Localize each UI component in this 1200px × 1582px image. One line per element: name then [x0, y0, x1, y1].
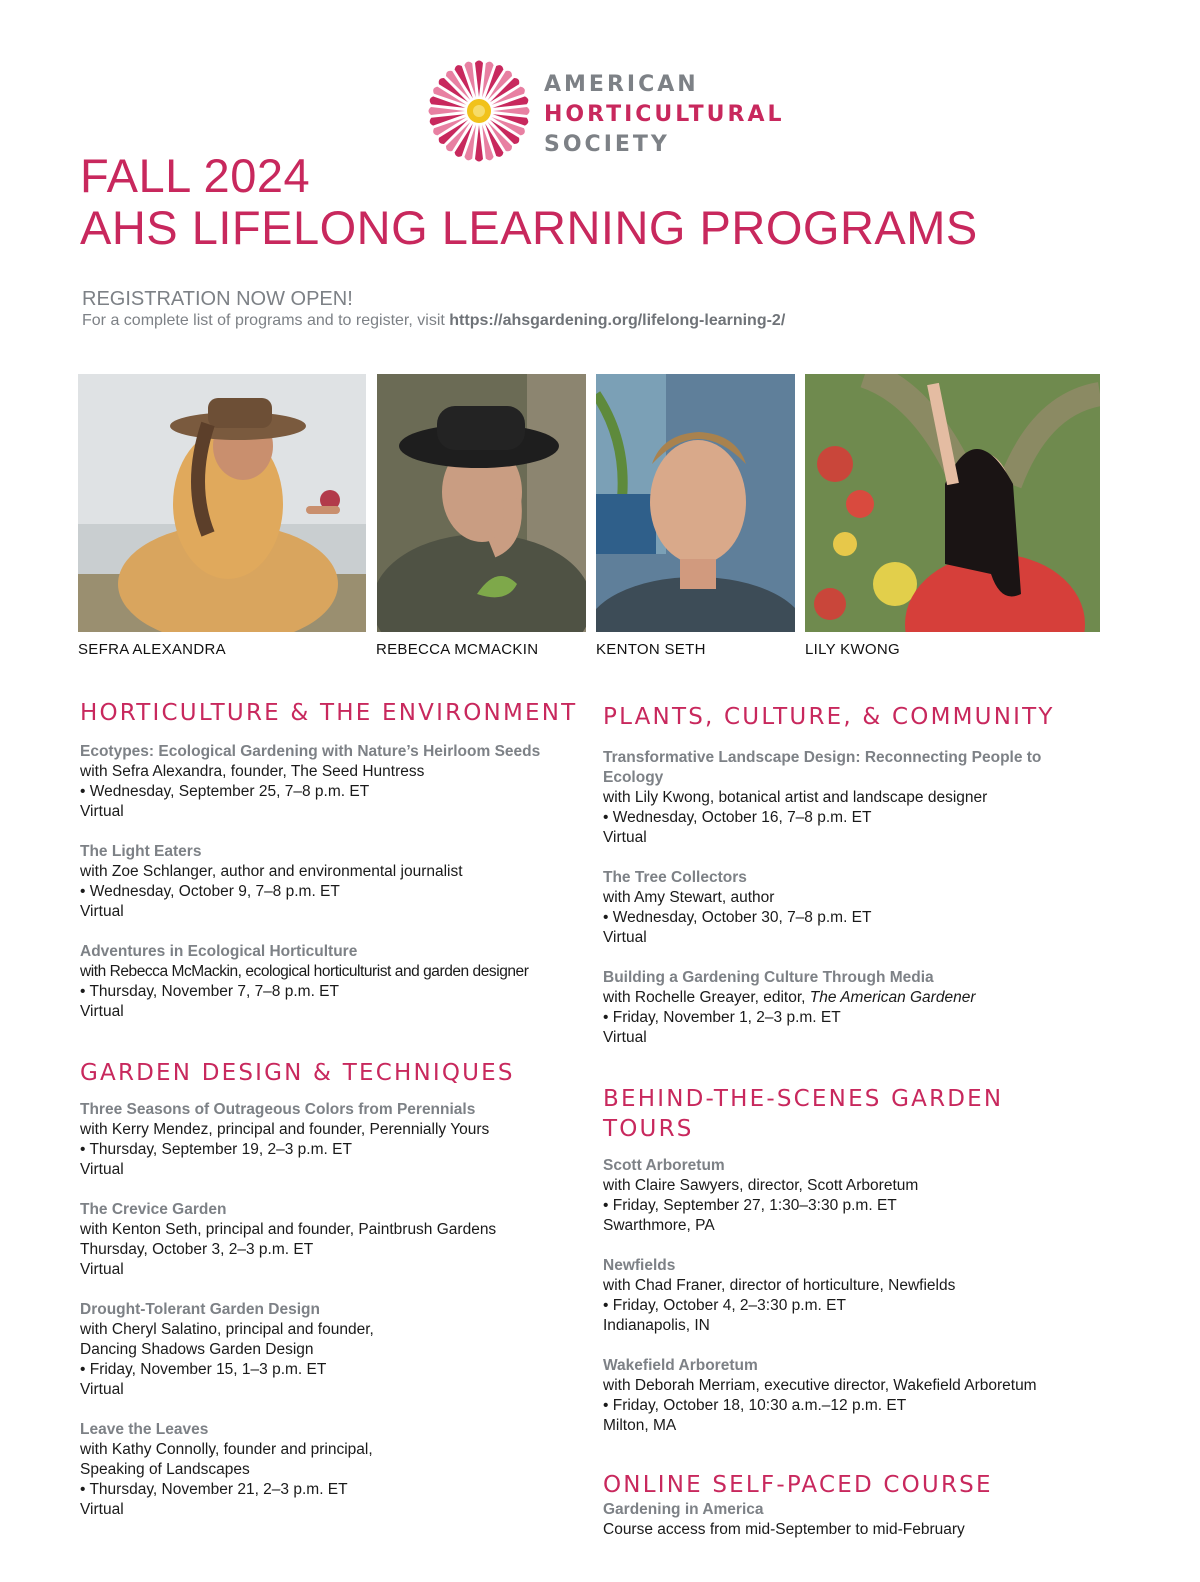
program-title: Gardening in America — [603, 1501, 764, 1518]
title-line-1: FALL 2024 — [80, 149, 311, 202]
section-heading-horticulture: HORTICULTURE & THE ENVIRONMENT — [80, 700, 578, 726]
program-host: with Sefra Alexandra, founder, The Seed Huntress — [80, 763, 425, 780]
title-line-2: AHS LIFELONG LEARNING PROGRAMS — [80, 201, 978, 254]
program-host: with Kenton Seth, principal and founder, Paintbrush Gardens — [80, 1221, 497, 1238]
program-item — [603, 1356, 1103, 1436]
program-item — [603, 748, 1103, 848]
registration-text — [82, 312, 785, 330]
section-heading-online: ONLINE SELF-PACED COURSE — [603, 1472, 993, 1498]
program-item — [80, 842, 580, 922]
program-date: • Wednesday, October 30, 7–8 p.m. ET — [603, 909, 872, 926]
program-date: • Thursday, September 19, 2–3 p.m. ET — [80, 1141, 352, 1158]
program-title: Drought-Tolerant Garden Design — [80, 1301, 320, 1318]
registration-link[interactable]: https://ahsgardening.org/lifelong-learning-2/ — [449, 312, 786, 329]
program-host: with Lily Kwong, botanical artist and landscape designer — [603, 789, 988, 806]
program-location: Virtual — [80, 903, 124, 920]
program-location: Virtual — [80, 1003, 124, 1020]
speaker-caption: SEFRA ALEXANDRA — [78, 641, 226, 658]
program-title: Transformative Landscape Design: Reconnecting People to Ecology — [603, 749, 1042, 786]
program-location: Virtual — [80, 1161, 124, 1178]
program-location: Virtual — [603, 929, 647, 946]
program-host-continued: Dancing Shadows Garden Design — [80, 1341, 314, 1358]
program-host: with Kerry Mendez, principal and founder, Perennially Yours — [80, 1121, 490, 1138]
program-item — [603, 1156, 1103, 1236]
program-title: Scott Arboretum — [603, 1157, 725, 1174]
flower-logo-icon — [426, 58, 532, 164]
program-date: • Wednesday, October 16, 7–8 p.m. ET — [603, 809, 872, 826]
program-date: • Friday, November 15, 1–3 p.m. ET — [80, 1361, 327, 1378]
program-item — [80, 1200, 580, 1280]
program-title: Newfields — [603, 1257, 676, 1274]
program-item — [80, 1300, 580, 1400]
program-location: Virtual — [80, 1501, 124, 1518]
program-location: Virtual — [80, 803, 124, 820]
program-host: with Rebecca McMackin, ecological horticulturist and garden designer — [80, 963, 529, 980]
section-heading-garden-design: GARDEN DESIGN & TECHNIQUES — [80, 1060, 515, 1086]
speaker-caption: KENTON SETH — [596, 641, 706, 658]
program-date: • Friday, October 18, 10:30 a.m.–12 p.m. ET — [603, 1397, 907, 1414]
program-host: with Kathy Connolly, founder and principal, — [80, 1441, 373, 1458]
left-column — [80, 698, 580, 1520]
speaker-photo-sefra-alexandra — [78, 374, 366, 632]
program-item — [80, 1100, 580, 1180]
program-host: with Claire Sawyers, director, Scott Arboretum — [603, 1177, 919, 1194]
program-item — [80, 942, 580, 1022]
program-title: The Tree Collectors — [603, 869, 747, 886]
program-date: • Thursday, November 7, 7–8 p.m. ET — [80, 983, 339, 1000]
program-location: Virtual — [80, 1381, 124, 1398]
program-title: Adventures in Ecological Horticulture — [80, 943, 358, 960]
program-item — [80, 742, 580, 822]
logo-line-2: HORTICULTURAL — [544, 102, 785, 127]
program-date: • Wednesday, October 9, 7–8 p.m. ET — [80, 883, 340, 900]
program-title: The Light Eaters — [80, 843, 202, 860]
speaker-photo-kenton-seth — [596, 374, 795, 632]
registration-heading: REGISTRATION NOW OPEN! — [82, 288, 353, 310]
speaker-photo-lily-kwong — [805, 374, 1100, 632]
program-item — [603, 1256, 1103, 1336]
program-title: Leave the Leaves — [80, 1421, 209, 1438]
program-location: Swarthmore, PA — [603, 1217, 715, 1234]
program-item — [603, 968, 1103, 1048]
program-host-continued: Speaking of Landscapes — [80, 1461, 250, 1478]
section-heading-tours: BEHIND-THE-SCENES GARDEN TOURS — [603, 1086, 1004, 1142]
program-item — [603, 1500, 1103, 1540]
program-date: • Friday, October 4, 2–3:30 p.m. ET — [603, 1297, 846, 1314]
magazine-title: The American Gardener — [809, 989, 976, 1006]
logo-line-3: SOCIETY — [544, 132, 670, 157]
program-date: • Wednesday, September 25, 7–8 p.m. ET — [80, 783, 370, 800]
program-host-text: with Rochelle Greayer, editor, — [603, 989, 810, 1006]
program-host — [603, 988, 1103, 1008]
program-host: with Zoe Schlanger, author and environmental journalist — [80, 863, 463, 880]
program-location: Indianapolis, IN — [603, 1317, 710, 1334]
program-title: The Crevice Garden — [80, 1201, 227, 1218]
program-location: Virtual — [603, 1029, 647, 1046]
program-title: Wakefield Arboretum — [603, 1357, 758, 1374]
program-date: • Friday, September 27, 1:30–3:30 p.m. ET — [603, 1197, 897, 1214]
program-title: Building a Gardening Culture Through Media — [603, 969, 934, 986]
program-item — [603, 868, 1103, 948]
program-host: with Amy Stewart, author — [603, 889, 775, 906]
logo-line-1: AMERICAN — [544, 72, 699, 97]
program-description: Course access from mid-September to mid-February — [603, 1521, 965, 1538]
program-location: Milton, MA — [603, 1417, 677, 1434]
program-host: with Cheryl Salatino, principal and founder, — [80, 1321, 374, 1338]
program-date: • Friday, November 1, 2–3 p.m. ET — [603, 1009, 841, 1026]
speaker-caption: REBECCA MCMACKIN — [376, 641, 539, 658]
section-heading-plants-culture: PLANTS, CULTURE, & COMMUNITY — [603, 704, 1055, 730]
program-host: with Chad Franer, director of horticulture, Newfields — [603, 1277, 956, 1294]
registration-text-body: For a complete list of programs and to register, visit — [82, 312, 450, 329]
program-date: • Thursday, November 21, 2–3 p.m. ET — [80, 1481, 348, 1498]
speaker-caption: LILY KWONG — [805, 641, 900, 658]
program-location: Virtual — [80, 1261, 124, 1278]
program-host: with Deborah Merriam, executive director, Wakefield Arboretum — [603, 1377, 1037, 1394]
logo-wordmark — [544, 70, 785, 160]
program-title: Ecotypes: Ecological Gardening with Nature’s Heirloom Seeds — [80, 743, 541, 760]
program-title: Three Seasons of Outrageous Colors from Perennials — [80, 1101, 476, 1118]
right-column — [603, 702, 1103, 1540]
speaker-photo-rebecca-mcmackin — [377, 374, 586, 632]
program-item — [80, 1420, 580, 1520]
program-location: Virtual — [603, 829, 647, 846]
program-date: Thursday, October 3, 2–3 p.m. ET — [80, 1241, 314, 1258]
page-title — [80, 150, 978, 254]
